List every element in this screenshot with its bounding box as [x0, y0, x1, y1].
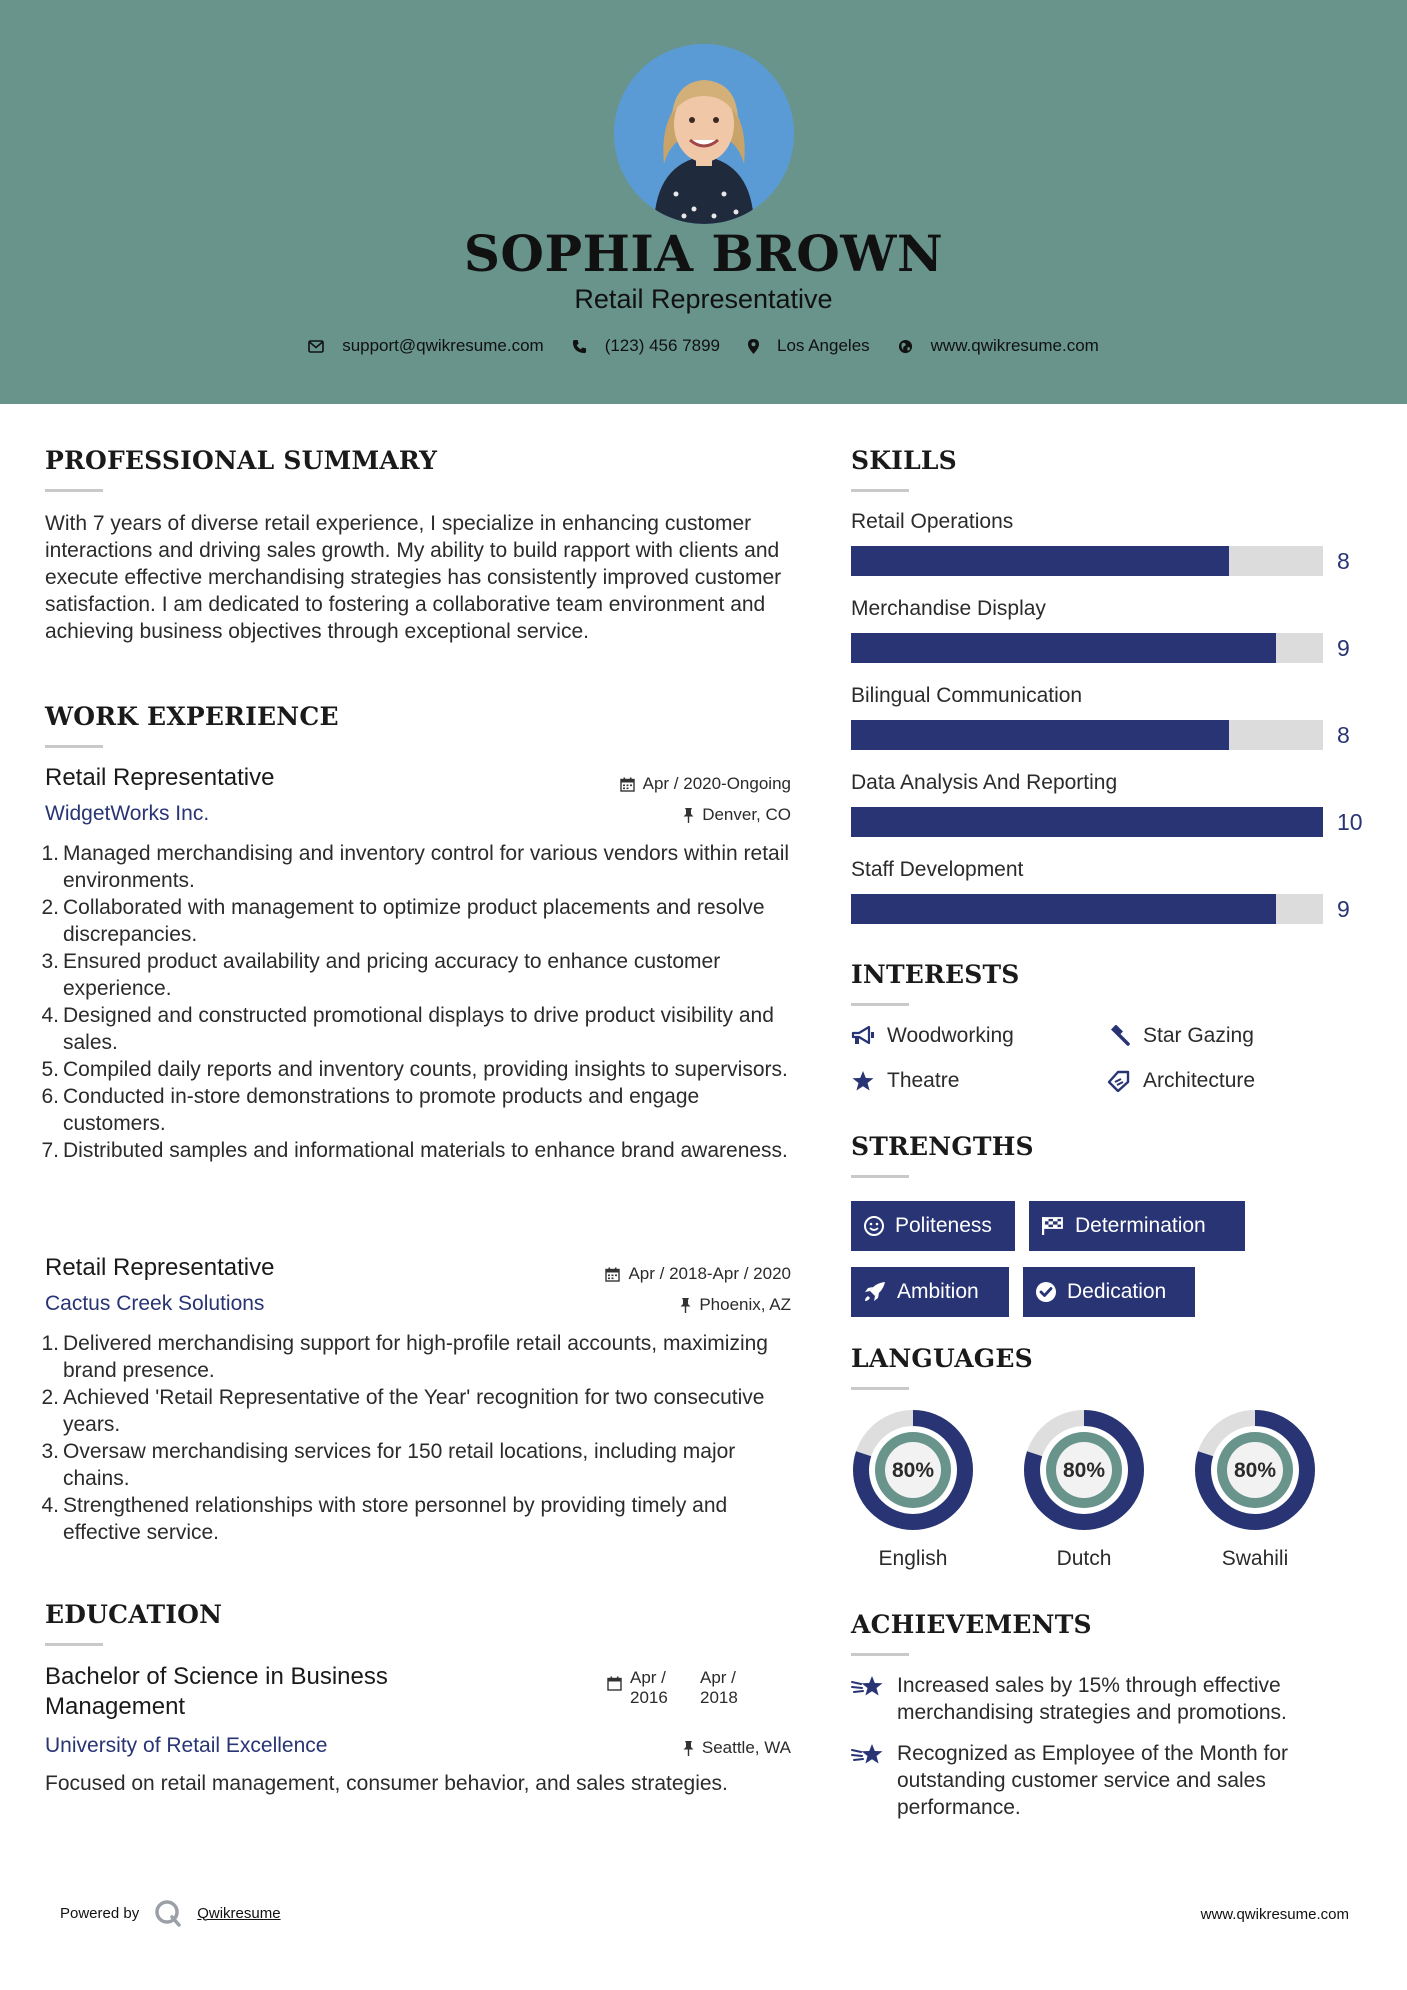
shooting-star-icon — [851, 1674, 885, 1700]
phone-icon — [572, 339, 587, 354]
language-ring — [1022, 1408, 1146, 1532]
interest-item — [1107, 1024, 1254, 1048]
pushpin-icon — [680, 1298, 691, 1313]
job-date-text: Apr / 2018-Apr / 2020 — [628, 1264, 791, 1283]
list-item: 7. Distributed samples and informational materials to enhance brand awareness. — [41, 1139, 788, 1162]
language-item — [851, 1408, 975, 1571]
contact-row — [0, 336, 1407, 356]
job-title: Retail Representative — [45, 764, 275, 791]
bullhorn-icon — [851, 1026, 875, 1046]
job-location-text: Denver, CO — [702, 805, 791, 824]
skill-bar — [851, 633, 1371, 663]
strength-badge — [851, 1201, 1015, 1251]
job-company: Cactus Creek Solutions — [45, 1292, 265, 1315]
education-title: EDUCATION — [45, 1600, 223, 1629]
skill-score: 10 — [1337, 809, 1363, 835]
profile-photo — [614, 44, 794, 224]
skill-item — [851, 684, 1371, 750]
shooting-star-icon — [851, 1742, 885, 1768]
skill-item — [851, 858, 1371, 924]
achievement-item — [851, 1672, 1361, 1726]
contact-email[interactable] — [308, 336, 544, 356]
education-section — [45, 1600, 791, 1646]
footer-website[interactable]: www.qwikresume.com — [1200, 1906, 1349, 1923]
skill-item — [851, 597, 1371, 663]
section-divider — [45, 1643, 103, 1646]
skill-bar — [851, 720, 1371, 750]
interests-section — [851, 960, 1020, 1006]
job-date-text: Apr / 2020-Ongoing — [642, 774, 791, 793]
powered-by-text: Powered by — [60, 1904, 140, 1922]
job-title: Retail Representative — [45, 1254, 275, 1281]
list-item: 1. Delivered merchandising support for high-profile retail accounts, maximizing brand presence. — [41, 1332, 768, 1382]
skill-bar-fill — [851, 720, 1229, 750]
skill-name: Data Analysis And Reporting — [851, 771, 1118, 794]
language-ring — [1193, 1408, 1317, 1532]
job-bullets — [41, 1330, 791, 1546]
language-item — [1193, 1408, 1317, 1571]
map-pin-icon — [748, 339, 759, 354]
check-circle-icon — [1035, 1281, 1057, 1303]
achievement-text: Recognized as Employee of the Month for outstanding customer service and sales performance. — [897, 1742, 1289, 1819]
language-percent: 80% — [1062, 1459, 1106, 1482]
skill-name: Retail Operations — [851, 510, 1014, 533]
list-item: 4. Designed and constructed promotional displays to drive product visibility and sales. — [41, 1004, 774, 1054]
list-item: 5. Compiled daily reports and inventory counts, providing insights to supervisors. — [41, 1058, 788, 1081]
languages-section — [851, 1344, 1033, 1390]
section-divider — [851, 1175, 909, 1178]
contact-email-text: support@qwikresume.com — [342, 336, 544, 355]
job-location-text: Phoenix, AZ — [699, 1295, 791, 1314]
skill-score: 8 — [1337, 722, 1350, 748]
pushpin-icon — [683, 1741, 694, 1756]
language-percent: 80% — [891, 1459, 935, 1482]
candidate-name: SOPHIA BROWN — [463, 224, 944, 283]
rocket-icon — [863, 1281, 887, 1303]
skill-bar-fill — [851, 894, 1276, 924]
education-location — [683, 1738, 791, 1758]
strength-label: Determination — [1075, 1214, 1206, 1237]
summary-title: PROFESSIONAL SUMMARY — [45, 446, 438, 475]
strength-label: Ambition — [897, 1280, 979, 1303]
skill-score: 9 — [1337, 896, 1350, 922]
calendar-icon — [607, 1676, 622, 1691]
interest-label: Theatre — [887, 1069, 960, 1092]
envelope-icon — [308, 340, 324, 353]
degree-title: Bachelor of Science in Business Management — [45, 1663, 388, 1720]
section-divider — [851, 1387, 909, 1390]
strength-label: Politeness — [895, 1214, 992, 1237]
job-location — [683, 805, 791, 825]
interest-item — [851, 1069, 959, 1093]
contact-website-text: www.qwikresume.com — [930, 336, 1099, 355]
skill-score: 9 — [1337, 635, 1350, 661]
skill-name: Merchandise Display — [851, 597, 1046, 620]
strength-badge — [1029, 1201, 1245, 1251]
tag-icon — [1107, 1070, 1131, 1092]
languages-title: LANGUAGES — [851, 1344, 1033, 1373]
experience-section — [45, 702, 791, 748]
education-description: Focused on retail management, consumer behavior, and sales strategies. — [45, 1772, 728, 1795]
strength-label: Dedication — [1067, 1280, 1167, 1303]
language-name: Swahili — [1221, 1547, 1289, 1570]
strength-badge — [851, 1267, 1009, 1317]
section-divider — [851, 1003, 909, 1006]
job-entry — [41, 1254, 791, 1546]
language-ring — [851, 1408, 975, 1532]
pushpin-icon — [683, 808, 694, 823]
calendar-icon — [605, 1267, 620, 1282]
section-divider — [45, 489, 103, 492]
education-date-start: Apr / 2016 — [630, 1668, 668, 1707]
education-date — [607, 1668, 746, 1708]
skill-score: 8 — [1337, 548, 1350, 574]
interest-label: Woodworking — [887, 1024, 1014, 1047]
resume-header — [0, 0, 1407, 404]
strengths-title: STRENGTHS — [851, 1132, 1034, 1161]
skill-bar — [851, 546, 1371, 576]
skills-section — [851, 446, 957, 492]
skill-name: Staff Development — [851, 858, 1024, 881]
gavel-icon — [1107, 1025, 1131, 1047]
contact-website[interactable] — [898, 336, 1099, 356]
interest-item — [851, 1024, 1014, 1048]
summary-text: With 7 years of diverse retail experience, I specialize in enhancing customer interactions and driving sales growth. My ability to build rapport with clients and execute effective merchandising strategies has consistently improved customer satisfaction. I am dedicated to fostering a collaborative team environment and achieving business objectives through exceptional service. — [45, 512, 782, 643]
education-location-text: Seattle, WA — [701, 1738, 791, 1757]
interest-item — [1107, 1069, 1255, 1093]
qwikresume-logo-icon — [153, 1898, 183, 1928]
experience-title: WORK EXPERIENCE — [45, 702, 339, 731]
job-entry — [41, 764, 791, 1164]
school-name: University of Retail Excellence — [45, 1734, 328, 1757]
skill-bar — [851, 807, 1371, 837]
list-item: 1. Managed merchandising and inventory control for various vendors within retail environments. — [41, 842, 790, 892]
list-item: 3. Ensured product availability and pricing accuracy to enhance customer experience. — [41, 950, 721, 1000]
globe-icon — [898, 339, 913, 354]
language-percent: 80% — [1233, 1459, 1277, 1482]
job-bullets — [41, 840, 791, 1164]
smile-icon — [863, 1215, 885, 1237]
list-item: 6. Conducted in-store demonstrations to promote products and engage customers. — [41, 1085, 700, 1135]
skill-bar — [851, 894, 1371, 924]
contact-phone[interactable] — [572, 336, 720, 356]
contact-location — [748, 336, 870, 356]
achievements-title: ACHIEVEMENTS — [851, 1610, 1092, 1639]
skill-name: Bilingual Communication — [851, 684, 1083, 707]
skill-item — [851, 510, 1371, 576]
job-date — [620, 774, 791, 794]
section-divider — [45, 745, 103, 748]
portrait-image — [614, 44, 794, 224]
achievements-section — [851, 1610, 1092, 1656]
language-name: English — [878, 1547, 948, 1570]
strength-badge — [1023, 1267, 1195, 1317]
skills-title: SKILLS — [851, 446, 957, 475]
skill-bar-fill — [851, 633, 1276, 663]
skill-item — [851, 771, 1371, 837]
interests-title: INTERESTS — [851, 960, 1020, 989]
skill-bar-fill — [851, 546, 1229, 576]
calendar-icon — [620, 777, 635, 792]
list-item: 3. Oversaw merchandising services for 150 retail locations, including major chains. — [41, 1440, 736, 1490]
qwikresume-link[interactable]: Qwikresume — [197, 1904, 281, 1922]
list-item: 4. Strengthened relationships with store personnel by providing timely and effective service. — [41, 1494, 728, 1544]
languages-list — [851, 1408, 1371, 1578]
star-icon — [851, 1070, 875, 1092]
language-name: Dutch — [1056, 1547, 1112, 1570]
contact-location-text: Los Angeles — [777, 336, 870, 355]
footer-powered-by — [60, 1898, 281, 1928]
education-date-end: Apr / 2018 — [700, 1668, 738, 1707]
skill-bar-fill — [851, 807, 1323, 837]
job-date — [605, 1264, 791, 1284]
list-item: 2. Achieved 'Retail Representative of the Year' recognition for two consecutive years. — [41, 1386, 765, 1436]
interest-label: Architecture — [1143, 1069, 1256, 1092]
job-company: WidgetWorks Inc. — [45, 802, 210, 825]
candidate-role: Retail Representative — [574, 284, 833, 314]
summary-section — [45, 446, 791, 645]
language-item — [1022, 1408, 1146, 1571]
section-divider — [851, 489, 909, 492]
achievement-text: Increased sales by 15% through effective merchandising strategies and promotions. — [897, 1674, 1287, 1724]
interest-label: Star Gazing — [1143, 1024, 1254, 1047]
section-divider — [851, 1653, 909, 1656]
strengths-section — [851, 1132, 1034, 1178]
job-location — [680, 1295, 791, 1315]
contact-phone-text: (123) 456 7899 — [604, 336, 721, 355]
list-item: 2. Collaborated with management to optimize product placements and resolve discrepancies. — [41, 896, 765, 946]
achievement-item — [851, 1740, 1361, 1821]
education-entry — [45, 1662, 791, 1822]
flag-icon — [1041, 1216, 1065, 1236]
